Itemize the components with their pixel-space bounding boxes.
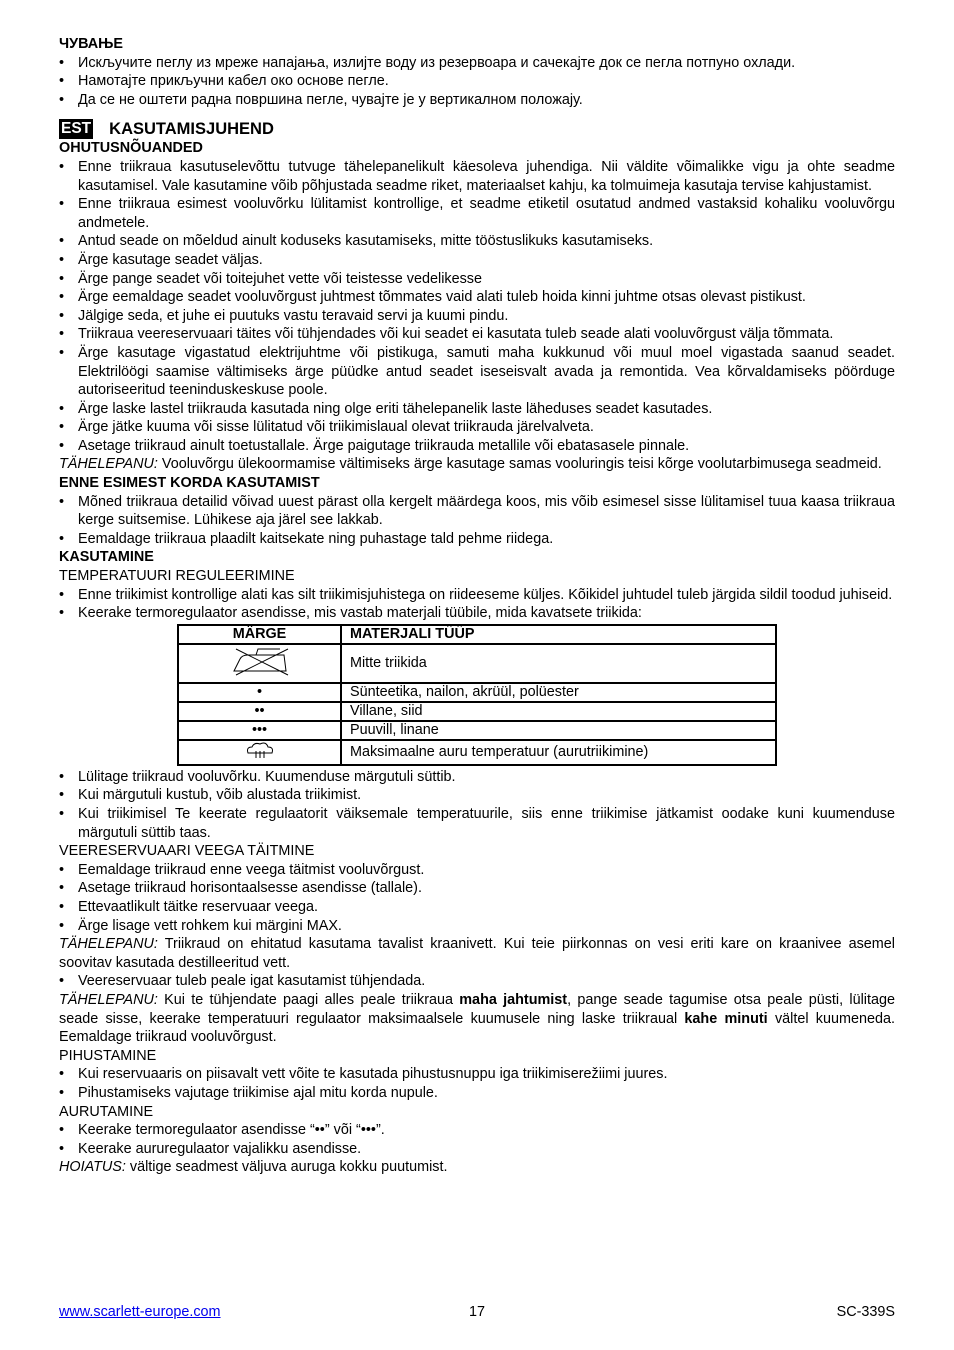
list-item: • Jälgige seda, et juhe ei puutuks vastu teravaid servi ja kuumi pindu.	[59, 307, 895, 326]
note-text: Vooluvõrgu ülekoormamise vältimiseks ärge kasutage samas vooluringis teisi kõrge voolutarbimusega seadmeid.	[157, 456, 882, 473]
safety-list	[59, 158, 895, 456]
model-number: SC-339S	[836, 1304, 895, 1320]
storage-list-sr	[59, 54, 895, 110]
empty-note	[59, 991, 895, 1047]
list-item: • Kui triikimisel Te keerate regulaatorit väiksemale temperatuurile, siis enne triikimise jätkamist oodake kuni kuumenduse märgutuli süttib taas.	[59, 805, 895, 842]
note-text: , pange seade tagumise otsa peale püsti, lülitage seade sisse, keerake temperatuuri regulaator maksimaalsele kuumusele ning laske triikraual	[59, 991, 895, 1027]
warning-label: HOIATUS:	[59, 1159, 126, 1176]
list-item: • Да се не оштети радна површина пегле, чувајте је у вертикалном положају.	[59, 91, 895, 110]
list-item: • Ärge lisage vett rohkem kui märgini MAX.	[59, 917, 895, 936]
type-cell: Mitte triikida	[341, 644, 776, 683]
section-heading-first-use: ENNE ESIMEST KORDA KASUTAMIST	[59, 475, 320, 492]
table-header-row	[178, 625, 776, 644]
table-row	[178, 683, 776, 702]
warning-text: vältige seadmest väljuva auruga kokku puutumist.	[125, 1159, 448, 1176]
page-footer	[59, 1303, 895, 1323]
subheading-spray: PIHUSTAMINE	[59, 1047, 157, 1064]
table-row	[178, 740, 776, 765]
list-item: • Asetage triikraud horisontaalsesse asendisse (tallale).	[59, 879, 895, 898]
list-item: • Kui märgutuli kustub, võib alustada triikimist.	[59, 786, 895, 805]
note-label: TÄHELEPANU:	[59, 991, 158, 1008]
mark-cell	[178, 740, 341, 765]
list-item: • Ärge kasutage vigastatud elektrijuhtme või pistikuga, samuti maha kukkunud või muul moel vigastada saanud seadet. Elektrilöögi saamise vältimiseks ärge püüdke antud seadet iseseisvalt avada ja remontida. Vea kõrvaldamiseks pöörduge autoriseeritud teeninduskeskuse poole.	[59, 344, 895, 400]
mark-cell: •••	[178, 721, 341, 740]
list-item: • Triikraua veereservuaari täites või tühjendades või kui seadet ei kasutata tuleb seade alati vooluvõrgust välja tõmmata.	[59, 325, 895, 344]
mark-cell	[178, 644, 341, 683]
after-table-list	[59, 768, 895, 842]
no-iron-icon	[228, 645, 292, 677]
list-item: • Antud seade on mõeldud ainult koduseks kasutamiseks, mitte tööstuslikuks kasutamiseks.	[59, 232, 895, 251]
spray-list	[59, 1065, 895, 1102]
list-item: • Искључите пеглу из мреже напајања, излијте воду из резервоара и сачекајте док се пегла потпуно охлади.	[59, 54, 895, 73]
list-item: • Enne triikraua kasutuselevõttu tutvuge tähelepanelikult käesoleva juhendiga. Nii väldite võimalikke vigu ja ohte seadme kasutamisel. Vale kasutamine võib põhjustada seadme riket, materiaalset kahju, ka tolmuimeja kasutaja tervise kahjustamist.	[59, 158, 895, 195]
subheading-temperature: TEMPERATUURI REGULEERIMINE	[59, 568, 295, 585]
manual-title: KASUTAMISJUHEND	[109, 120, 274, 139]
subheading-steam: AURUTAMINE	[59, 1103, 154, 1120]
steam-warning	[59, 1158, 895, 1177]
list-item: • Ärge jätke kuuma või sisse lülitatud või triikimislaual olevat triikrauda järelvalveta.	[59, 418, 895, 437]
section-heading-safety: OHUTUSNÕUANDED	[59, 140, 203, 157]
list-item: • Kui reservuaaris on piisavalt vett võite te kasutada pihustusnuppu iga triikimiserežiimi juures.	[59, 1065, 895, 1084]
list-item: • Намотајте прикључни кабел око основе пегле.	[59, 72, 895, 91]
note-text: Kui te tühjendate paagi alles peale triikraua	[157, 991, 460, 1008]
list-item: • Ärge kasutage seadet väljas.	[59, 251, 895, 270]
note-label: TÄHELEPANU:	[59, 936, 158, 953]
material-table	[177, 624, 777, 766]
mark-cell: •	[178, 683, 341, 702]
empty-list	[59, 972, 895, 991]
note-label: TÄHELEPANU:	[59, 456, 158, 473]
note-emphasis: kahe minuti	[684, 1010, 768, 1027]
list-item: • Ettevaatlikult täitke reservuaar veega.	[59, 898, 895, 917]
steam-icon	[244, 741, 276, 759]
list-item: • Ärge eemaldage seadet vooluvõrgust juhtmest tõmmates vaid alati tuleb hoida kinni juhtme otsas olevast pistikust.	[59, 288, 895, 307]
list-item: • Ärge laske lastel triikrauda kasutada ning olge eriti tähelepanelik laste läheduses seadet kasutades.	[59, 400, 895, 419]
list-item: • Eemaldage triikraua plaadilt kaitsekate ning puhastage tald pehme riidega.	[59, 530, 895, 549]
website-link[interactable]: www.scarlett-europe.com	[59, 1304, 221, 1320]
subheading-fill: VEERESERVUAARI VEEGA TÄITMINE	[59, 843, 315, 860]
list-item: • Asetage triikraud ainult toetustallale. Ärge paigutage triikrauda metallile või ebatasasele pinnale.	[59, 437, 895, 456]
list-item: • Keerake termoregulaator asendisse “••” või “•••”.	[59, 1121, 895, 1140]
section-heading-usage: KASUTAMINE	[59, 549, 154, 566]
page-content	[59, 35, 895, 1177]
list-item: • Keerake termoregulaator asendisse, mis vastab materjali tüübile, mida kavatsete triikida:	[59, 604, 895, 623]
steam-list	[59, 1121, 895, 1158]
note-text: vältel kuumeneda. Eemaldage triikraud vooluvõrgust.	[59, 1010, 896, 1046]
first-use-list	[59, 493, 895, 549]
type-cell: Villane, siid	[341, 702, 776, 721]
list-item: • Eemaldage triikraud enne veega täitmist vooluvõrgust.	[59, 861, 895, 880]
fill-note	[59, 935, 895, 972]
list-item: • Mõned triikraua detailid võivad uuest pärast olla kergelt määrdega koos, mis võib esimesel sisse lülitamisel tuua kaasa triikraua kerge suitsemise. Lühikese aja järel see lakkab.	[59, 493, 895, 530]
safety-note	[59, 455, 895, 474]
type-cell: Sünteetika, nailon, akrüül, polüester	[341, 683, 776, 702]
table-row	[178, 721, 776, 740]
column-header-type: MATERJALI TÜÜP	[341, 625, 776, 644]
note-emphasis: maha jahtumist	[459, 991, 568, 1008]
list-item: • Enne triikraua esimest vooluvõrku lülitamist kontrollige, et seadme etiketil osutatud andmed vastaksid kohaliku vooluvõrgu andmetele.	[59, 195, 895, 232]
page-number: 17	[468, 1304, 485, 1320]
list-item: • Ärge pange seadet või toitejuhet vette või teistesse vedelikesse	[59, 270, 895, 289]
type-cell: Maksimaalne auru temperatuur (aurutriikimine)	[341, 740, 776, 765]
list-item: • Keerake aururegulaator vajalikku asendisse.	[59, 1140, 895, 1159]
table-row	[178, 702, 776, 721]
temperature-list	[59, 586, 895, 623]
section-heading-storage-sr: ЧУВАЊЕ	[59, 36, 124, 52]
mark-cell: ••	[178, 702, 341, 721]
est-section-header	[59, 119, 895, 139]
column-header-mark: MÄRGE	[178, 625, 341, 644]
type-cell: Puuvill, linane	[341, 721, 776, 740]
language-badge: EST	[61, 120, 92, 138]
fill-list	[59, 861, 895, 935]
list-item: • Pihustamiseks vajutage triikimise ajal mitu korda nupule.	[59, 1084, 895, 1103]
note-text: Triikraud on ehitatud kasutama tavalist kraanivett. Kui teie piirkonnas on vesi eriti kare on kraanivee asemel soovitav kasutada destilleeritud vett.	[59, 936, 895, 971]
table-row	[178, 644, 776, 683]
list-item: • Veereservuaar tuleb peale igat kasutamist tühjendada.	[59, 972, 895, 991]
list-item: • Enne triikimist kontrollige alati kas silt triikimisjuhistega on riideeseme küljes. Kõikidel juhtudel tuleb järgida sildil toodud juhiseid.	[59, 586, 895, 605]
list-item: • Lülitage triikraud vooluvõrku. Kuumenduse märgutuli süttib.	[59, 768, 895, 787]
